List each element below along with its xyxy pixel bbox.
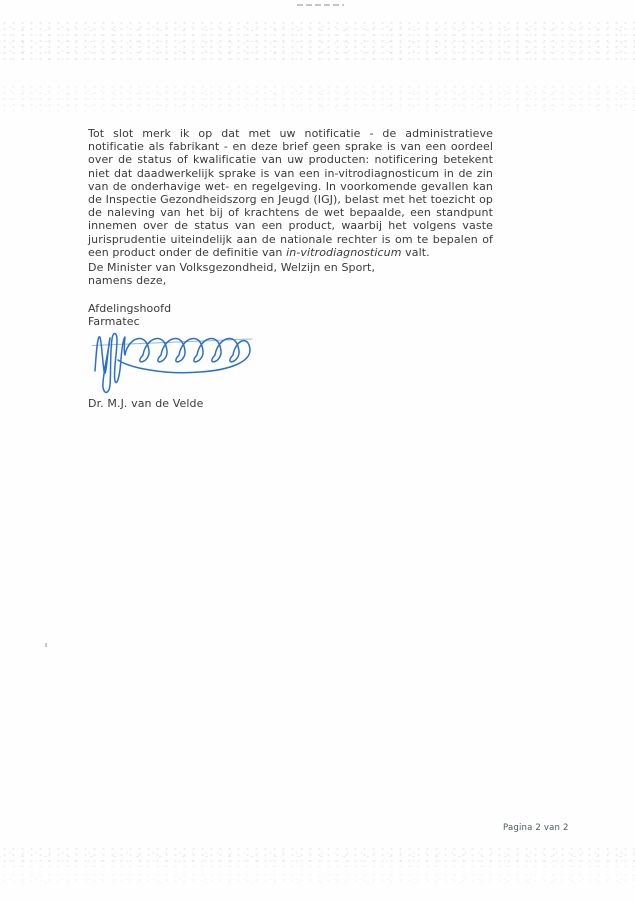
signatory-role: Afdelingshoofd xyxy=(88,302,172,315)
closing-line-namens: namens deze, xyxy=(88,274,167,288)
letter-body-paragraph xyxy=(88,127,493,259)
signatory-name: Dr. M.J. van de Velde xyxy=(88,397,204,410)
scan-artifact-speck xyxy=(45,643,47,647)
scan-noise-band-bottom-2 xyxy=(0,872,635,886)
closing-line-minister: De Minister van Volksgezondheid, Welzijn en Sport, xyxy=(88,261,376,274)
scan-noise-band-top xyxy=(0,20,635,60)
paragraph-text-end: valt. xyxy=(405,245,430,259)
paragraph-text: Tot slot merk ik op dat met uw notificatie - de administratieve notificatie als fabrikant - en deze brief geen sprake is van een oordeel over de status of kwalificatie van uw producten: notificering betekent niet dat daadwerkelijk sprake is van een in-vitrodiagnosticum in de zin van de onderhavige wet- en regelgeving. In voorkomende gevallen kan de Inspectie Gezondheidszorg en Jeugd (IGJ), belast met het toezicht op de naleving van het bij of krachtens de wet bepaalde, een standpunt innemen over de status van een product, waarbij het volgens vaste jurisprudentie uiteindelijk aan de nationale rechter is om te bepalen of een product onder de definitie van xyxy=(88,127,493,259)
scan-noise-band-upper xyxy=(0,84,635,111)
signature-light-stroke xyxy=(92,339,252,346)
scan-noise-band-bottom xyxy=(0,846,635,867)
page-number-indicator: Pagina 2 van 2 xyxy=(503,823,569,833)
closing-block xyxy=(88,261,375,287)
signatory-department: Farmatec xyxy=(88,315,140,329)
scan-artifact-dash xyxy=(297,4,344,6)
paragraph-italic-term: in-vitrodiagnosticum xyxy=(286,245,402,259)
signature-ink xyxy=(88,325,260,399)
